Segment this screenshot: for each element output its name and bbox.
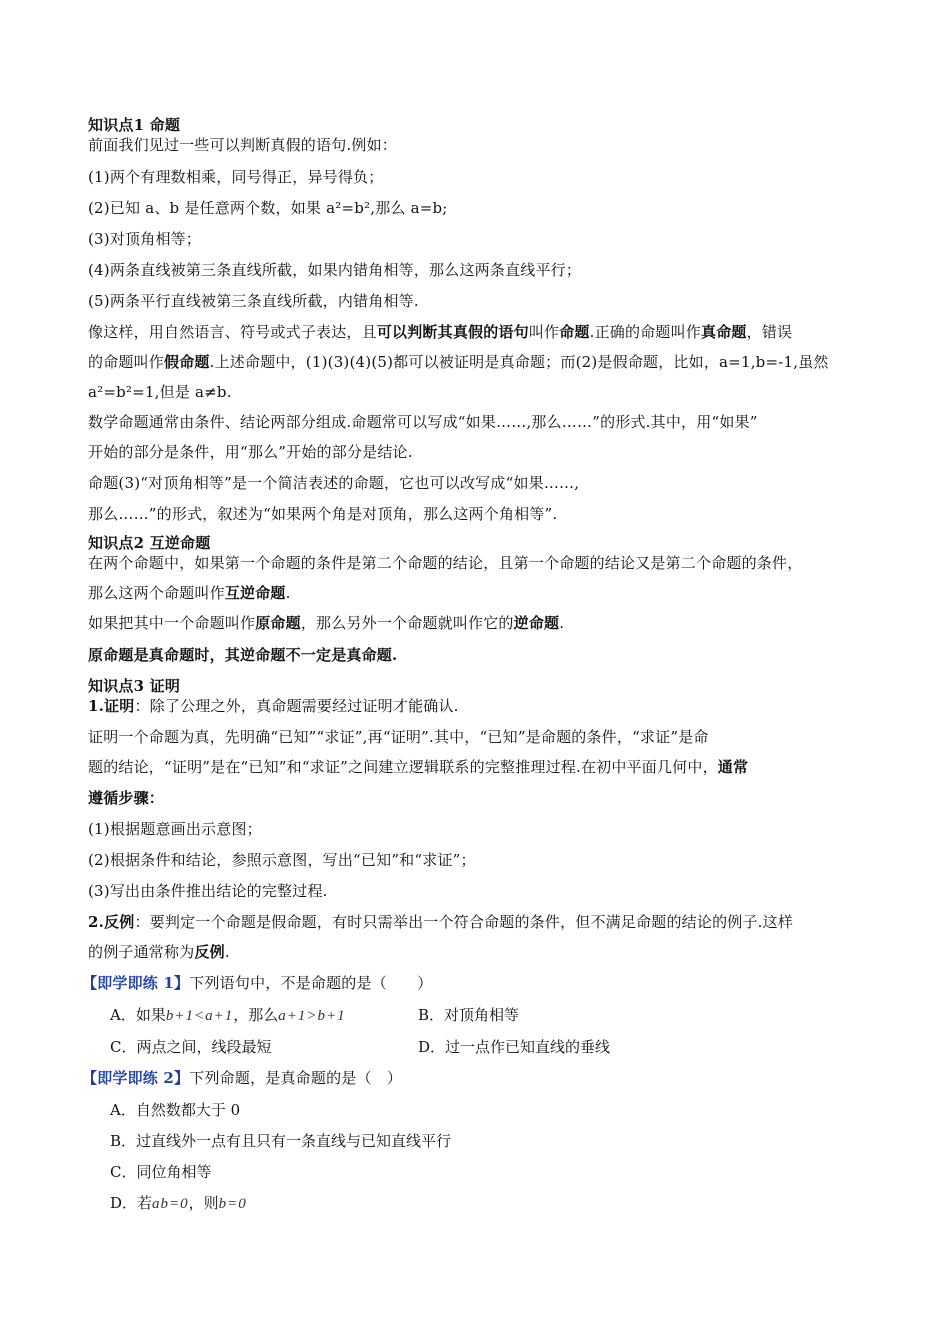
bold-term: 逆命题 xyxy=(513,614,560,632)
text: 题的结论，“证明”是在“已知”和“求证”之间建立逻辑联系的完整推理过程.在初中平面几何中， xyxy=(88,758,718,776)
converse-def-line-1: 在两个命题中，如果第一个命题的条件是第二个命题的结论，且第一个命题的结论又是第二个命题的条件， xyxy=(88,554,803,572)
exercise-tag: 【即学即练 1】 xyxy=(82,974,190,992)
exercise-tag: 【即学即练 2】 xyxy=(82,1069,190,1087)
text: . xyxy=(224,943,230,961)
exercise-1-option-c[interactable]: C．两点之间，线段最短 xyxy=(110,1038,272,1056)
exercise-2-option-d[interactable] xyxy=(110,1194,247,1213)
text: 如果把其中一个命题叫作 xyxy=(88,614,256,632)
example-1: (1)两个有理数相乘，同号得正，异号得负； xyxy=(88,168,384,186)
exercise-2-option-a[interactable]: A．自然数都大于 0 xyxy=(110,1101,241,1119)
structure-para-line-2: 开始的部分是条件，用“那么”开始的部分是结论. xyxy=(88,443,413,461)
option-label: A．如果 xyxy=(110,1006,166,1024)
proof-def-line xyxy=(88,697,459,715)
section-heading-2: 知识点2 互逆命题 xyxy=(88,534,211,552)
proof-step-3: (3)写出由条件推出结论的完整过程. xyxy=(88,882,328,900)
text: ：要判定一个命题是假命题，有时只需举出一个符合命题的条件，但不满足命题的结论的例子.这样 xyxy=(134,913,794,931)
text: 的例子通常称为 xyxy=(88,943,195,961)
text: .正确的命题叫作 xyxy=(589,323,702,341)
exercise-2-question xyxy=(82,1069,402,1087)
bold-term: 原命题 xyxy=(255,614,301,632)
bold-term: 2.反例 xyxy=(88,913,135,931)
math-expression: ab=0 xyxy=(152,1196,189,1212)
question-text: 下列语句中，不是命题的是（ ） xyxy=(189,974,433,992)
text: 那么这两个命题叫作 xyxy=(88,584,225,602)
text: ，则 xyxy=(188,1194,219,1212)
definition-para-line-2 xyxy=(88,353,829,371)
example-4: (4)两条直线被第三条直线所截，如果内错角相等，那么这两条直线平行； xyxy=(88,261,582,279)
option-label: D．若 xyxy=(110,1194,153,1212)
text: .上述命题中，(1)(3)(4)(5)都可以被证明是真命题；而(2)是假命题，比如，a=1,b=-1,虽然 xyxy=(209,353,829,371)
text: ，那么 xyxy=(233,1006,279,1024)
bold-term: 通常 xyxy=(717,758,749,776)
text: . xyxy=(559,614,565,632)
proof-para-line-1: 证明一个命题为真，先明确“已知”“求证”,再“证明”.其中，“已知”是命题的条件，“求证”是命 xyxy=(88,728,709,746)
rewrite-para-line-1: 命题(3)“对顶角相等”是一个简洁表述的命题，它也可以改写成“如果……, xyxy=(88,474,580,492)
rewrite-para-line-2: 那么……”的形式，叙述为“如果两个角是对顶角，那么这两个角相等”. xyxy=(88,505,558,523)
bold-term: 1.证明 xyxy=(88,697,135,715)
bold-term: 命题 xyxy=(559,323,590,341)
text: 的命题叫作 xyxy=(88,353,165,371)
section-heading-3: 知识点3 证明 xyxy=(88,677,181,695)
bold-term: 假命题 xyxy=(164,353,210,371)
structure-para-line-1: 数学命题通常由条件、结论两部分组成.命题常可以写成“如果……,那么……”的形式.其中，用“如果” xyxy=(88,413,758,431)
text: ，错误 xyxy=(746,323,793,341)
example-3: (3)对顶角相等； xyxy=(88,230,202,248)
counterexample-line-1 xyxy=(88,913,793,931)
bold-term: 反例 xyxy=(194,943,225,961)
bold-term: 互逆命题 xyxy=(224,584,286,602)
text: 像这样，用自然语言、符号或式子表达，且 xyxy=(88,323,377,341)
converse-note: 原命题是真命题时，其逆命题不一定是真命题. xyxy=(88,646,398,664)
section1-intro: 前面我们见过一些可以判断真假的语句.例如： xyxy=(88,136,397,154)
example-5: (5)两条平行直线被第三条直线所截，内错角相等. xyxy=(88,292,419,310)
text: . xyxy=(285,584,291,602)
proof-step-2: (2)根据条件和结论，参照示意图，写出“已知”和“求证”； xyxy=(88,851,476,869)
counterexample-line-2 xyxy=(88,943,230,961)
bold-term: 可以判断其真假的语句 xyxy=(376,323,529,341)
exercise-2-option-c[interactable]: C．同位角相等 xyxy=(110,1163,212,1181)
math-expression: b+1<a+1 xyxy=(165,1008,234,1024)
exercise-1-question xyxy=(82,974,432,992)
definition-para-line-1 xyxy=(88,323,792,341)
proof-para-line-3: 遵循步骤： xyxy=(88,789,165,807)
question-text: 下列命题，是真命题的是（ ） xyxy=(189,1069,403,1087)
bold-term: 真命题 xyxy=(701,323,747,341)
text: 叫作 xyxy=(528,323,560,341)
proof-step-1: (1)根据题意画出示意图； xyxy=(88,820,262,838)
text: ：除了公理之外，真命题需要经过证明才能确认. xyxy=(134,697,459,715)
section-heading-1: 知识点1 命题 xyxy=(88,116,181,134)
math-expression: b=0 xyxy=(218,1196,247,1212)
example-2: (2)已知 a、b 是任意两个数，如果 a²=b²,那么 a=b; xyxy=(88,199,448,217)
proof-para-line-2 xyxy=(88,758,748,776)
math-expression: a+1>b+1 xyxy=(278,1008,346,1024)
exercise-1-option-b[interactable]: B．对顶角相等 xyxy=(418,1006,520,1024)
exercise-1-option-d[interactable]: D．过一点作已知直线的垂线 xyxy=(418,1038,611,1056)
exercise-2-option-b[interactable]: B．过直线外一点有且只有一条直线与已知直线平行 xyxy=(110,1132,452,1150)
original-converse-line xyxy=(88,614,564,632)
definition-para-line-3: a²=b²=1,但是 a≠b. xyxy=(88,383,232,401)
text: ，那么另外一个命题就叫作它的 xyxy=(300,614,514,632)
converse-def-line-2 xyxy=(88,584,291,602)
exercise-1-option-a[interactable] xyxy=(110,1006,346,1025)
